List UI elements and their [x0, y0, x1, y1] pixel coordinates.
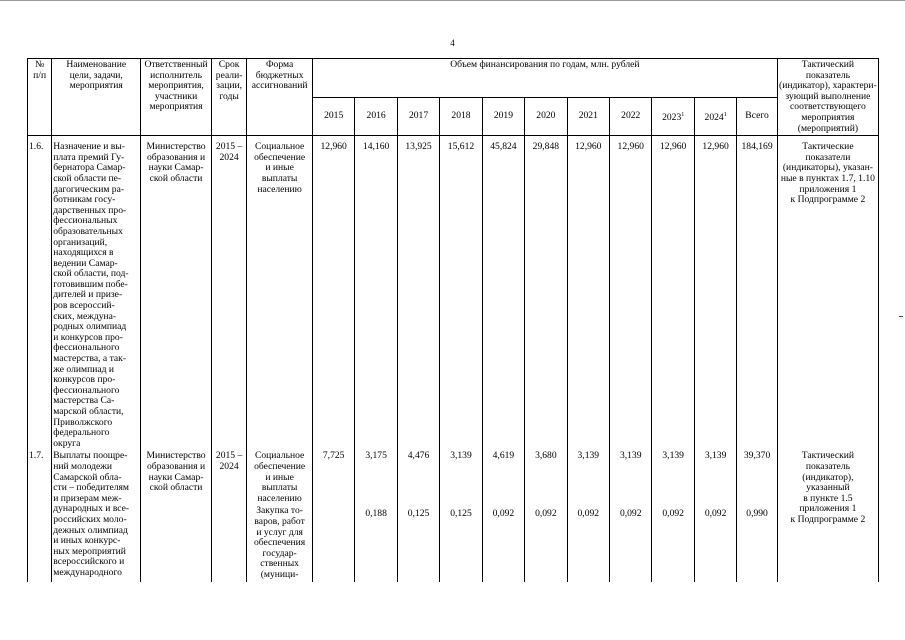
value-secondary: 0,092: [619, 507, 642, 519]
row-indicator: Тактический показатель (индикатор), указанный в пункте 1.5 приложения 1 к Подпрограмме 2: [777, 450, 878, 581]
footnote-mark: 1: [723, 111, 727, 118]
value-secondary: 0,092: [535, 507, 557, 519]
value-secondary: 0,125: [407, 507, 430, 519]
value-secondary: 0,092: [577, 507, 600, 519]
value-total: 184,169: [737, 136, 777, 451]
value-secondary: 0,990: [746, 507, 768, 519]
value-2015: 7,725: [312, 450, 354, 581]
year-2019: 2019: [482, 98, 524, 136]
year-2024: 2024$^1$: [694, 98, 736, 136]
row-form: Социальное обеспечение и иные выплаты населению: [254, 450, 306, 504]
table-header-row: [28, 59, 879, 98]
row-name: Назначение и вы- плата премий Гу- бернатора Самар- ской области пе- дагогическим ра- ботникам госу- дарственных про- фессиональных образовательных организаций, находящихся в ведении Самар- ской области, под- готовившим побе- дителей и призе- ров всероссий- ских, междуна- родных олимпиад и конкурсов про- фессионального мастерства, а так- же олимпиад и конкурсов про- фессионального мастерства Са- марской области, Приволжского федерального округа: [52, 136, 141, 451]
page-top-edge: [0, 0, 905, 3]
year-2020: 2020: [525, 98, 567, 136]
year-total: Всего: [737, 98, 777, 136]
table-row: [28, 450, 879, 581]
row-number: 1.6.: [28, 136, 52, 451]
row-term: 2015 – 2024: [211, 136, 246, 451]
value-2024: 12,960: [694, 136, 736, 451]
value-2020: 29,848: [525, 136, 567, 451]
value-2023: 12,960: [652, 136, 694, 451]
row-name: Выплаты поощре- ний молодежи Самарской обла- сти – победителям и призерам меж- дународных и все- российских моло- дежных олимпиад и иных конкурс- ных мероприятий всероссийского и международного: [52, 450, 141, 581]
value-2018: 3,139 0,125: [440, 450, 482, 581]
value-2019: 45,824: [482, 136, 524, 451]
value-2015: 12,960: [312, 136, 354, 451]
year-2018: 2018: [440, 98, 482, 136]
value-2021: 3,139 0,092: [567, 450, 609, 581]
value-secondary: 0,188: [365, 507, 387, 519]
page-number: 4: [450, 38, 455, 48]
table-row: [28, 136, 879, 451]
value-2021: 12,960: [567, 136, 609, 451]
year-2022: 2022: [610, 98, 652, 136]
row-term: 2015 – 2024: [211, 450, 246, 581]
row-executor: Министерство образования и науки Самар- ской области: [141, 136, 212, 451]
value-2016: 3,175 0,188: [355, 450, 397, 581]
value-secondary: 0,125: [450, 507, 472, 519]
year-2015: 2015: [312, 98, 354, 136]
value-2020: 3,680 0,092: [525, 450, 567, 581]
value-2017: 4,476 0,125: [397, 450, 439, 581]
header-executor: Ответственный исполнитель мероприятия, участники мероприятия: [141, 59, 212, 136]
value-2022: 3,139 0,092: [610, 450, 652, 581]
row-form-secondary: Закупка то- варов, работ и услуг для обеспечения государ- ственных (муници-: [253, 505, 306, 580]
row-form-cell: [247, 450, 313, 581]
header-no: № п/п: [28, 59, 52, 136]
header-form: Форма бюджетных ассигнований: [247, 59, 313, 136]
scan-mark: [899, 316, 903, 317]
value-2016: 14,160: [355, 136, 397, 451]
row-indicator: Тактические показатели (индикаторы), указан- ные в пунктах 1.7, 1.10 приложения 1 к Подпрограмме 2: [777, 136, 878, 451]
year-2016: 2016: [355, 98, 397, 136]
value-2018: 15,612: [440, 136, 482, 451]
value-2022: 12,960: [610, 136, 652, 451]
header-term: Срок реали- зации, годы: [211, 59, 246, 136]
row-form: Социальное обеспечение и иные выплаты населению: [247, 136, 313, 451]
row-number: 1.7.: [28, 450, 52, 581]
value-2023: 3,139 0,092: [652, 450, 694, 581]
value-2019: 4,619 0,092: [482, 450, 524, 581]
value-secondary: 0,092: [492, 507, 515, 519]
header-funding: Объем финансирования по годам, млн. рублей: [312, 59, 777, 98]
header-indicator: Тактический показатель (индикатор), характери- зующий выполнение соответствующего мероприятия (мероприятий): [777, 59, 878, 136]
value-secondary: 0,092: [704, 507, 727, 519]
value-total: 39,370 0,990: [737, 450, 777, 581]
value-secondary: 0,092: [662, 507, 684, 519]
year-2021: 2021: [567, 98, 609, 136]
financing-table: [27, 58, 879, 582]
value-2017: 13,925: [397, 136, 439, 451]
year-2017: 2017: [397, 98, 439, 136]
row-executor: Министерство образования и науки Самар- ской области: [141, 450, 212, 581]
footnote-mark: 1: [681, 111, 685, 118]
value-2024: 3,139 0,092: [694, 450, 736, 581]
year-2023: 2023$^1$: [652, 98, 694, 136]
header-name: Наименование цели, задачи, мероприятия: [52, 59, 141, 136]
